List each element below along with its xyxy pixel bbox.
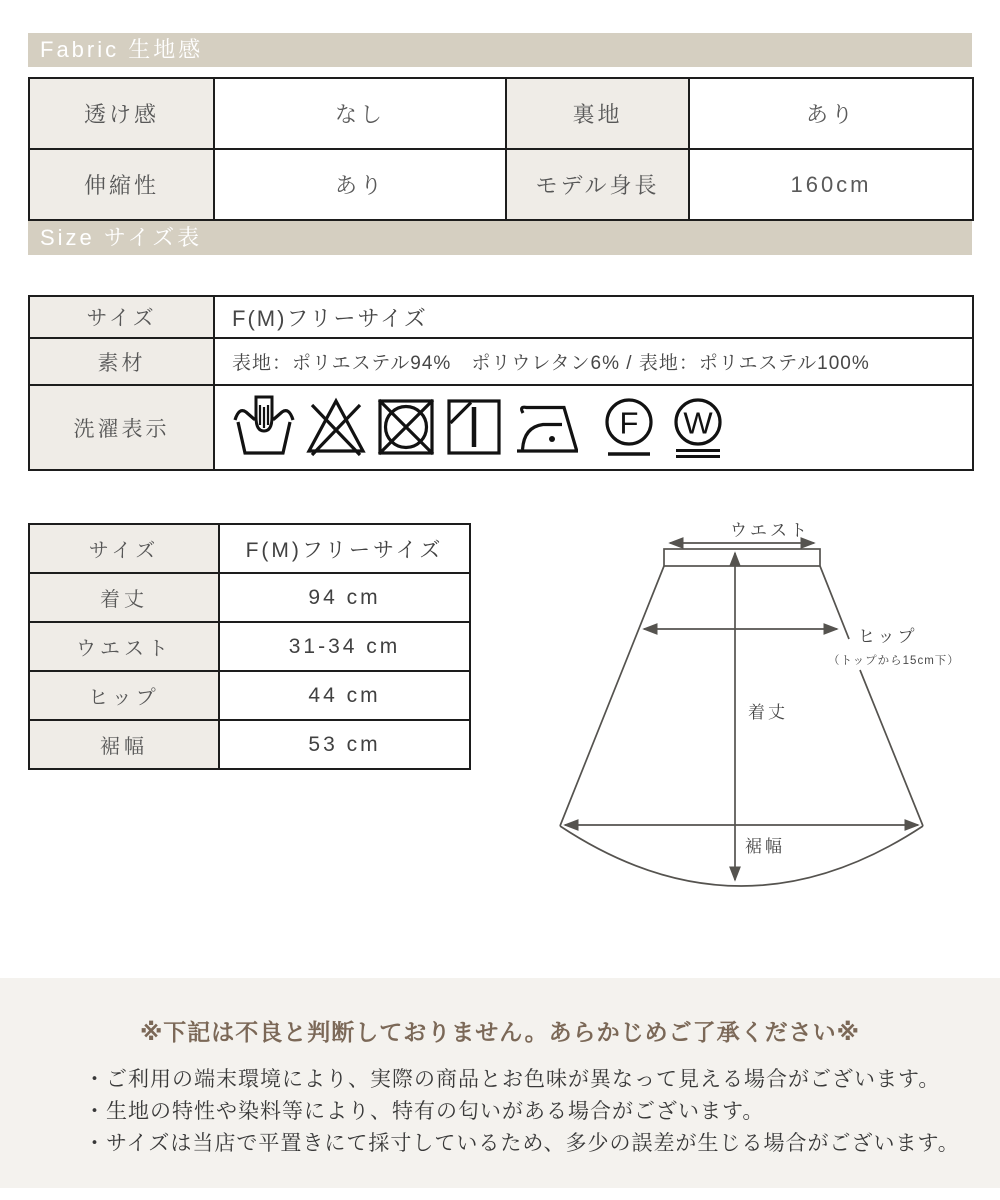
do-not-bleach-icon: [305, 395, 367, 461]
list-item: ・サイズは当店で平置きにて採寸しているため、多少の誤差が生じる場合がございます。: [84, 1132, 960, 1155]
hip-label: ヒップ: [29, 671, 219, 720]
professional-dry-clean-F-icon: [599, 395, 659, 461]
size-value: F(M)フリーサイズ: [219, 524, 470, 573]
disclaimer-heading: ※下記は不良と判断しておりません。あらかじめご了承ください※: [139, 1019, 861, 1045]
table-row: [29, 622, 470, 671]
table-row: [29, 338, 973, 385]
diagram-waist-label: ウエスト: [730, 521, 810, 540]
table-row: [29, 78, 973, 149]
table-row: [29, 149, 973, 220]
sheerness-value: なし: [214, 78, 506, 149]
table-row: [29, 573, 470, 622]
care-symbols: [232, 395, 972, 461]
hand-wash-icon: [232, 395, 296, 461]
care-symbols-label: 洗濯表示: [29, 385, 214, 470]
fabric-table: [28, 77, 974, 221]
size-value: F(M)フリーサイズ: [214, 296, 973, 338]
diagram-length-label: 着丈: [748, 703, 788, 722]
disclaimer-list: [0, 1064, 1000, 1160]
model-height-label: モデル身長: [506, 149, 689, 220]
table-row: [29, 296, 973, 338]
stretch-value: あり: [214, 149, 506, 220]
size-section-header: Size サイズ表: [28, 221, 972, 255]
line-dry-in-shade-icon: [445, 395, 503, 461]
model-height-value: 160cm: [689, 149, 973, 220]
diagram-hip-note: （トップから15cm下）: [828, 655, 960, 667]
sheerness-label: 透け感: [29, 78, 214, 149]
material-value: 表地：ポリエステル94% ポリウレタン6% / 表地：ポリエステル100%: [214, 338, 973, 385]
stretch-label: 伸縮性: [29, 149, 214, 220]
measurements-table: [28, 523, 471, 770]
list-item: ・生地の特性や染料等により、特有の匂いがある場合がございます。: [84, 1100, 765, 1123]
lining-label: 裏地: [506, 78, 689, 149]
size-label: サイズ: [29, 524, 219, 573]
table-row: [29, 671, 470, 720]
hip-value: 44 cm: [219, 671, 470, 720]
size-info-table: [28, 295, 974, 471]
professional-wet-clean-W-icon: [668, 395, 728, 461]
diagram-hem-width-label: 裾幅: [745, 837, 785, 856]
length-label: 着丈: [29, 573, 219, 622]
size-label: サイズ: [29, 296, 214, 338]
iron-low-heat-icon: [512, 395, 590, 461]
material-label: 素材: [29, 338, 214, 385]
hem-width-label: 裾幅: [29, 720, 219, 769]
svg-text:F: F: [619, 405, 639, 440]
skirt-measurement-diagram: [540, 508, 972, 908]
fabric-section-header: Fabric 生地感: [28, 33, 972, 67]
length-value: 94 cm: [219, 573, 470, 622]
do-not-tumble-dry-icon: [376, 395, 436, 461]
svg-text:W: W: [683, 405, 713, 440]
hem-width-value: 53 cm: [219, 720, 470, 769]
list-item: ・ご利用の端末環境により、実際の商品とお色味が異なって見える場合がございます。: [84, 1068, 941, 1091]
waist-value: 31-34 cm: [219, 622, 470, 671]
table-row: [29, 385, 973, 470]
table-row: [29, 720, 470, 769]
lining-value: あり: [689, 78, 973, 149]
waist-label: ウエスト: [29, 622, 219, 671]
table-row: [29, 524, 470, 573]
measurements-and-diagram: [28, 523, 972, 908]
diagram-hip-label: ヒップ: [858, 627, 918, 646]
disclaimer-section: [0, 978, 1000, 1188]
